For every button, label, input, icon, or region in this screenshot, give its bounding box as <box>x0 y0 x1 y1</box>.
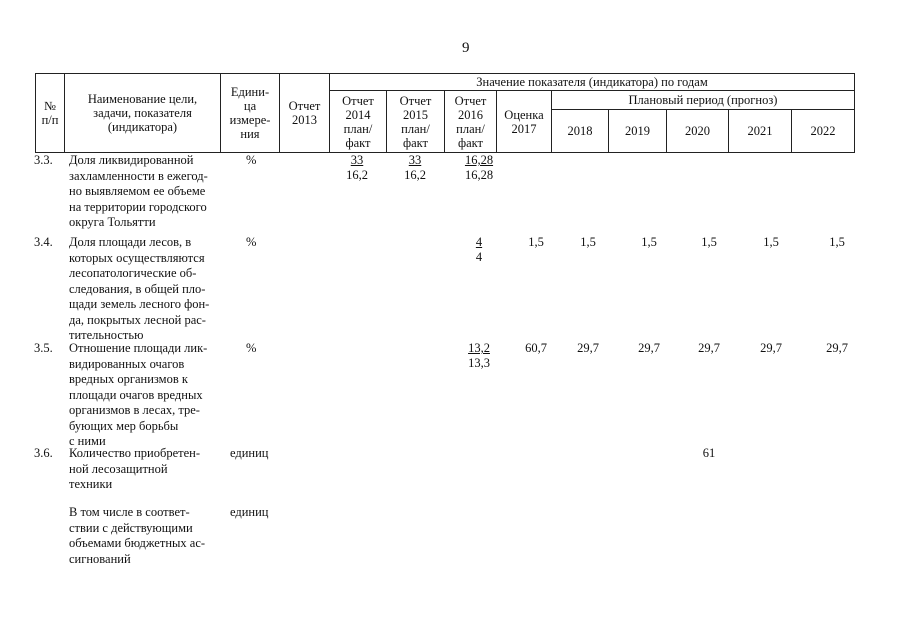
row-name: Количество приобретен- ной лесозащитной техники <box>69 446 200 491</box>
row-name: Доля ликвидированной захламленности в ежегод- но выявляемом ее объеме на территории городского округа Тольятти <box>69 153 208 229</box>
row-unit: единиц <box>230 446 269 460</box>
row-2016-plan: 16,28 <box>464 153 494 167</box>
row-2019: 1,5 <box>641 235 657 249</box>
row-2015-fact: 16,2 <box>404 168 426 182</box>
row-2020: 61 <box>702 446 716 460</box>
header-year-2020: 2020 <box>667 110 729 153</box>
row-2022: 29,7 <box>826 341 848 355</box>
header-2013: Отчет 2013 <box>280 74 330 153</box>
row-2016-fact: 16,28 <box>464 168 494 182</box>
header-group-title: Значение показателя (индикатора) по годам <box>330 74 855 91</box>
row-unit: % <box>246 153 257 167</box>
row-2016-fact: 13,3 <box>468 356 490 370</box>
row-2020: 1,5 <box>701 235 717 249</box>
row-num: 3.6. <box>34 446 53 460</box>
row-2018: 1,5 <box>580 235 596 249</box>
row-2022: 1,5 <box>829 235 845 249</box>
row-2018: 29,7 <box>577 341 599 355</box>
row-2017: 60,7 <box>525 341 547 355</box>
row-unit: % <box>246 341 257 355</box>
row-2021: 1,5 <box>763 235 779 249</box>
row-2016-plan: 13,2 <box>468 341 490 355</box>
row-2014-fact: 16,2 <box>346 168 368 182</box>
header-2014: Отчет 2014 план/ факт <box>330 91 387 153</box>
row-2017: 1,5 <box>528 235 544 249</box>
row-2020: 29,7 <box>698 341 720 355</box>
header-num: № п/п <box>36 74 65 153</box>
header-year-2019: 2019 <box>609 110 667 153</box>
header-2017: Оценка 2017 <box>497 91 552 153</box>
row-2019: 29,7 <box>638 341 660 355</box>
row-num: 3.5. <box>34 341 53 355</box>
table-header <box>35 73 855 153</box>
header-unit: Едини- ца измере- ния <box>221 74 280 153</box>
row-name: Отношение площади лик- видированных очагов вредных организмов к площади очагов вредных организмов в лесах, тре- бующих мер борьбы с ними <box>69 341 208 448</box>
header-year-2021: 2021 <box>729 110 792 153</box>
row-2016-fact: 4 <box>475 250 483 264</box>
page-number: 9 <box>462 40 470 56</box>
header-2015: Отчет 2015 план/ факт <box>387 91 445 153</box>
row-2021: 29,7 <box>760 341 782 355</box>
row-num: 3.3. <box>34 153 53 167</box>
header-year-2018: 2018 <box>552 110 609 153</box>
header-year-2022: 2022 <box>792 110 855 153</box>
header-name: Наименование цели, задачи, показателя (индикатора) <box>65 74 221 153</box>
row-unit: единиц <box>230 505 269 519</box>
row-2014-plan: 33 <box>350 153 364 167</box>
row-name: Доля площади лесов, в которых осуществляются лесопатологические об- следования, в общей пло- щади земель лесного фон- да, покрытых лесной рас- тительностью <box>69 235 210 342</box>
row-2015-plan: 33 <box>408 153 422 167</box>
table-body <box>35 153 868 613</box>
header-2016: Отчет 2016 план/ факт <box>445 91 497 153</box>
row-name: В том числе в соответ- ствии с действующими объемами бюджетных ас- сигнований <box>69 505 206 566</box>
row-unit: % <box>246 235 257 249</box>
header-plan-title: Плановый период (прогноз) <box>552 91 855 110</box>
row-num: 3.4. <box>34 235 53 249</box>
row-2016-plan: 4 <box>475 235 483 249</box>
